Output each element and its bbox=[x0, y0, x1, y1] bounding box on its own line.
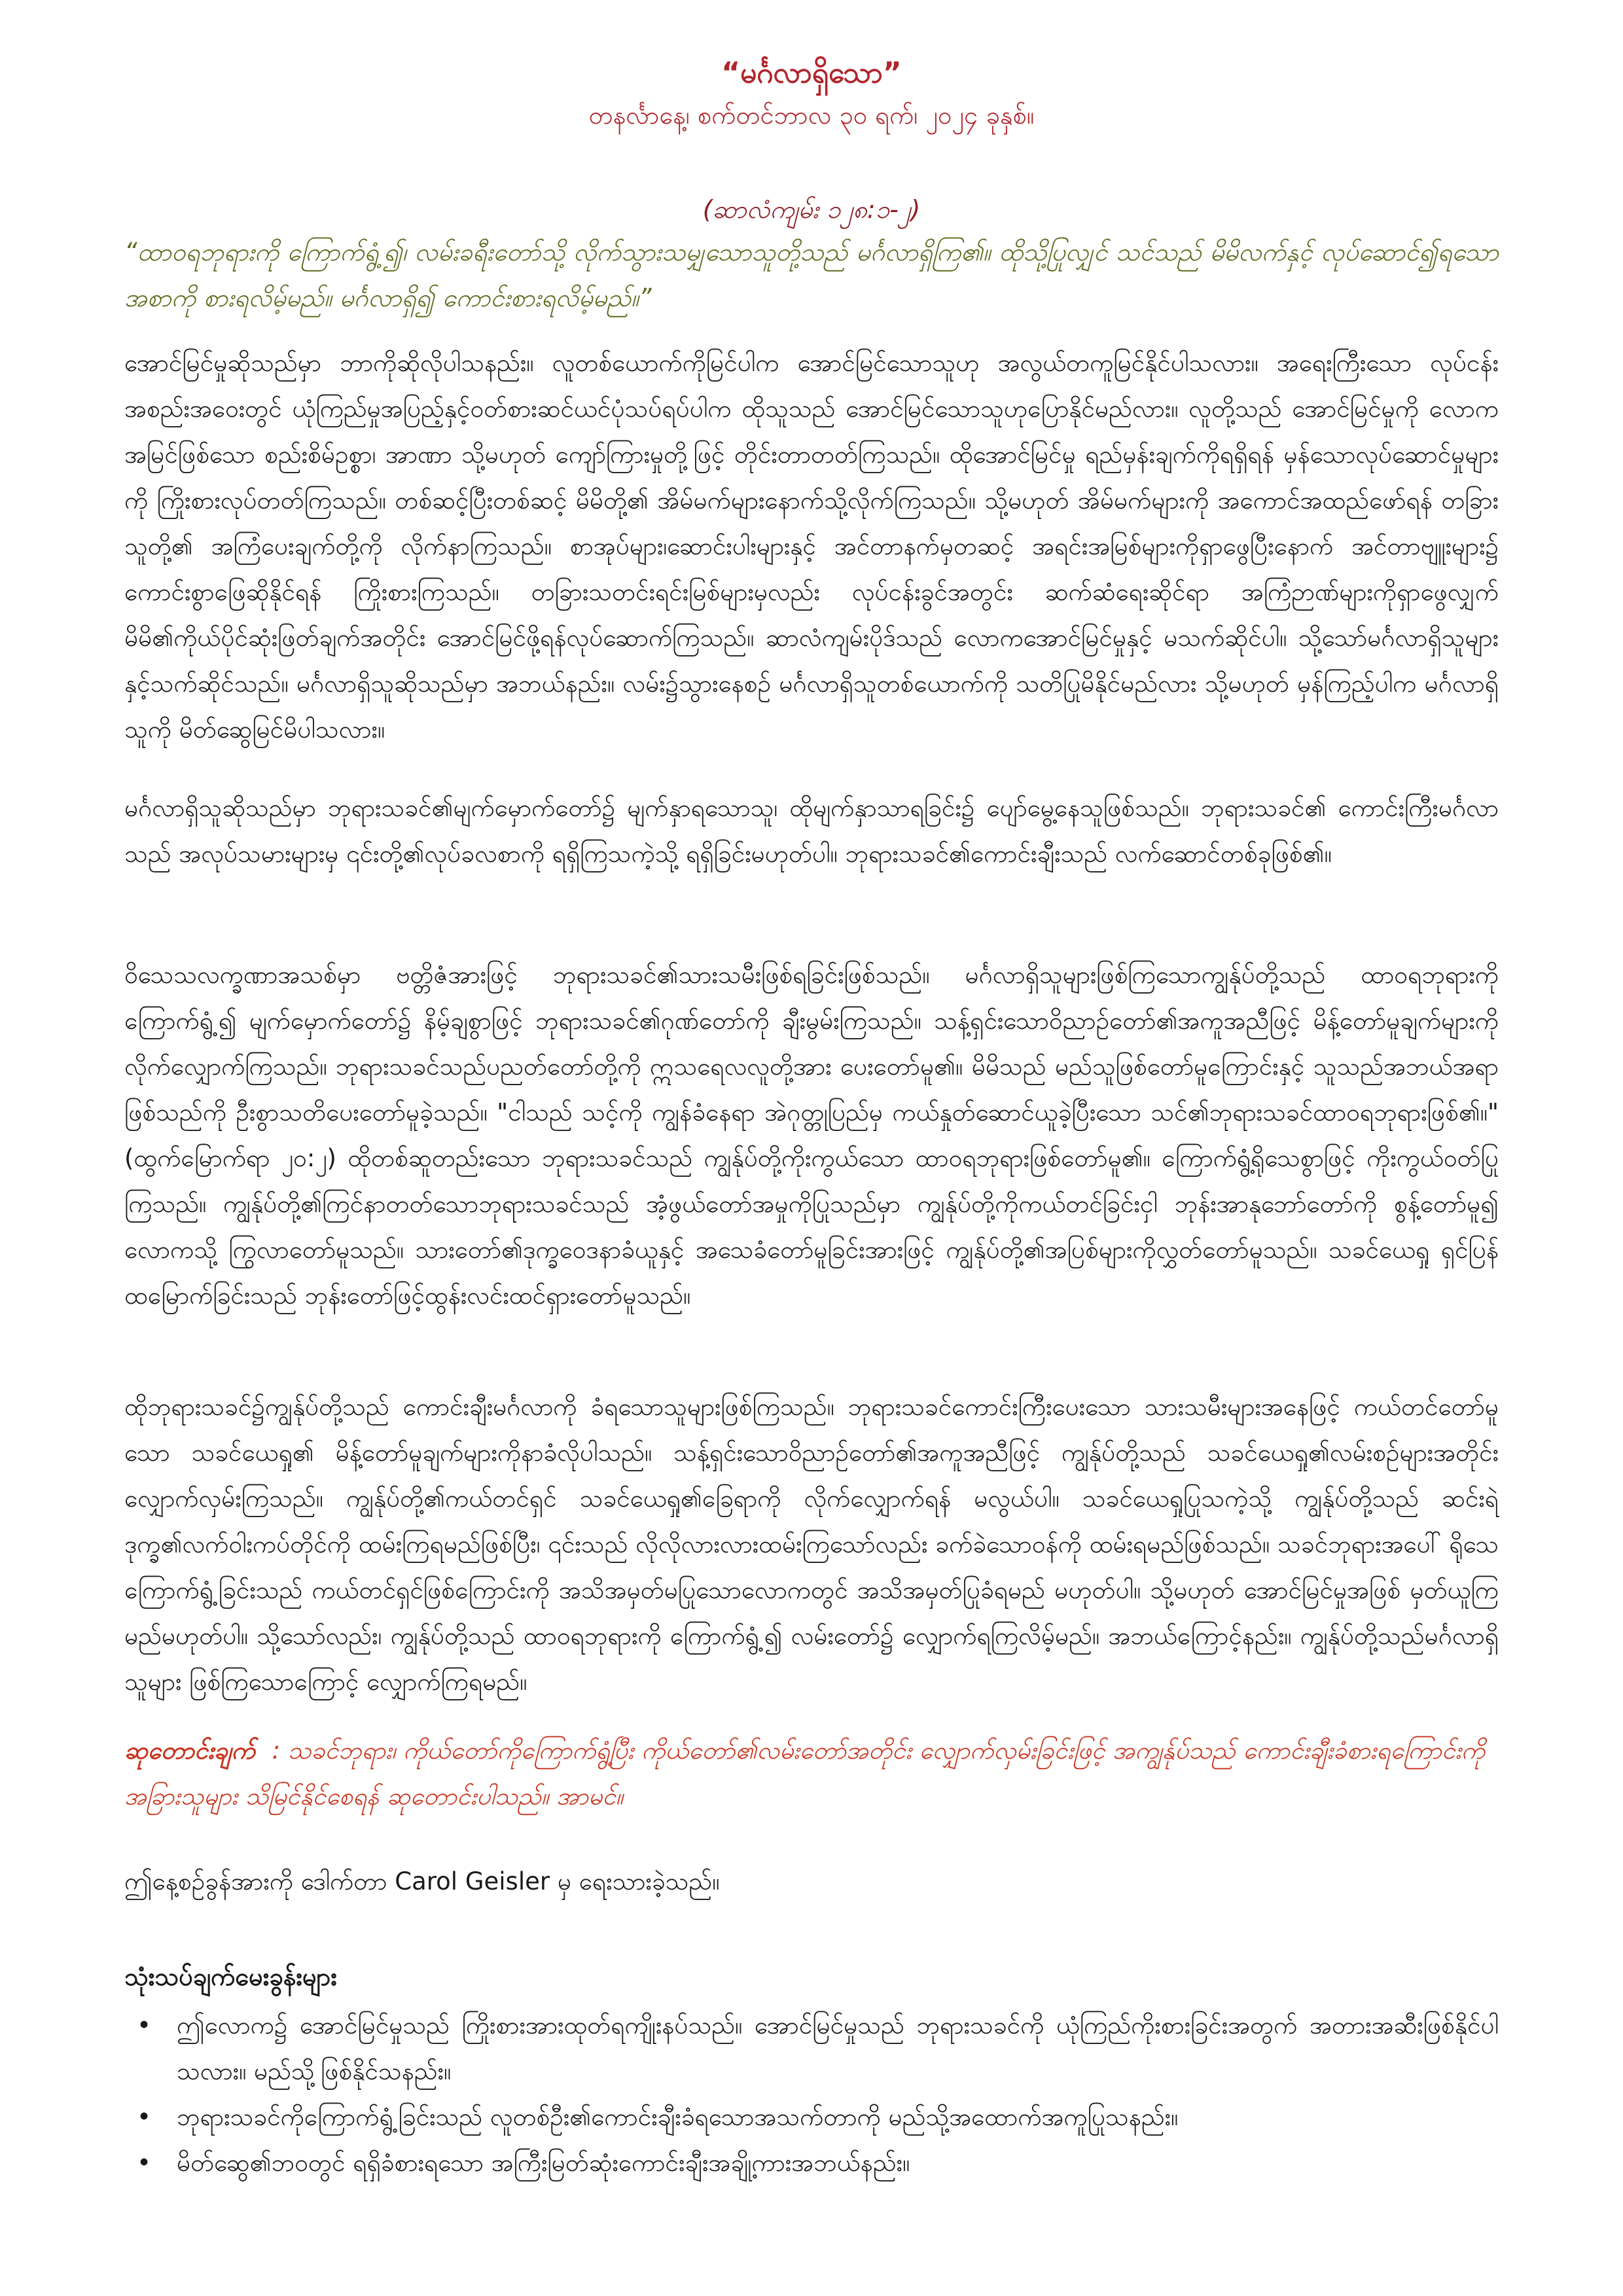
body-paragraph-3: ဝိသေသလက္ခဏာအသစ်မှာ ဗတ္တိဇံအားဖြင့် ဘုရားသခင်၏သားသမီးဖြစ်ရခြင်းဖြစ်သည်။ မင်္ဂလာရှိသူများဖြစ်ကြသောကျွန်ုပ်တို့သည် ထာဝရဘုရားကို ကြောက်ရွံ့၍ မျက်မှောက်တော်၌ နိမ့်ချစွာဖြင့် ဘုရားသခင်၏ဂုဏ်တော်ကို ချီးမွမ်းကြသည်။ သန့်ရှင်းသောဝိညာဉ်တော်၏အကူအညီဖြင့် မိန့်တော်မူချက်များကို လိုက်လျှောက်ကြသည်။ ဘုရားသခင်သည်ပညတ်တော်တို့ကို ဣသရေလလူတို့အား ပေးတော်မူ၏။ မိမိသည် မည်သူဖြစ်တော်မူကြောင်းနှင့် သူသည်အဘယ်အရာဖြစ်သည်ကို ဦးစွာသတိပေးတော်မူခဲ့သည်။ "ငါသည် သင့်ကို ကျွန်ခံနေရာ အဲဂုတ္တုပြည်မှ ကယ်နှုတ်ဆောင်ယူခဲ့ပြီးသော သင်၏ဘုရားသခင်ထာဝရဘုရားဖြစ်၏။" (ထွက်မြောက်ရာ ၂၀:၂) ထိုတစ်ဆူတည်းသော ဘုရားသခင်သည် ကျွန်ုပ်တို့ကိုးကွယ်သော ထာဝရဘုရားဖြစ်တော်မူ၏။ ကြောက်ရွံ့ရိုသေစွာဖြင့် ကိုးကွယ်ဝတ်ပြုကြသည်။ ကျွန်ုပ်တို့၏ကြင်နာတတ်သောဘုရားသခင်သည် အံ့ဖွယ်တော်အမှုကိုပြုသည်မှာ ကျွန်ုပ်တို့ကိုကယ်တင်ခြင်းငှါ ဘုန်းအာနုဘော်တော်ကို စွန့်တော်မူ၍ လောကသို့ ကြွလာတော်မူသည်။ သားတော်၏ဒုက္ခဝေဒနာခံယူနှင့် အသေခံတော်မူခြင်းအားဖြင့် ကျွန်ုပ်တို့၏အပြစ်များကိုလွှတ်တော်မူသည်။ သခင်ယေရှု ရှင်ပြန်ထမြောက်ခြင်းသည် ဘုန်းတော်ဖြင့်ထွန်းလင်းထင်ရှားတော်မူသည်။ bbox=[124, 961, 1499, 1310]
question-text: မိတ်ဆွေ၏ဘဝတွင် ရရှိခံစားရသော အကြီးမြတ်ဆုံးကောင်းချီးအချို့ကားအဘယ်နည်း။ bbox=[177, 2149, 910, 2177]
bullet-icon: • bbox=[137, 2149, 151, 2177]
body-paragraph-4: ထိုဘုရားသခင်၌ကျွန်ုပ်တို့သည် ကောင်းချီးမင်္ဂလာကို ခံရသောသူများဖြစ်ကြသည်။ ဘုရားသခင်ကောင်းကြီးပေးသော သားသမီးများအနေဖြင့် ကယ်တင်တော်မူသော သခင်ယေရှု၏ မိန့်တော်မူချက်များကိုနာခံလိုပါသည်။ သန့်ရှင်းသောဝိညာဉ်တော်၏အကူအညီဖြင့် ကျွန်ုပ်တို့သည် သခင်ယေရှု၏လမ်းစဉ်များအတိုင်း လျှောက်လှမ်းကြသည်။ ကျွန်ုပ်တို့၏ကယ်တင်ရှင် သခင်ယေရှု၏ခြေရာကို လိုက်လျှောက်ရန် မလွယ်ပါ။ သခင်ယေရှုပြုသကဲ့သို့ ကျွန်ုပ်တို့သည် ဆင်းရဲဒုက္ခ၏လက်ဝါးကပ်တိုင်ကို ထမ်းကြရမည်ဖြစ်ပြီး၊ ၎င်းသည် လိုလိုလားလားထမ်းကြသော်လည်း ခက်ခဲသောဝန်ကို ထမ်းရမည်ဖြစ်သည်။ သခင်ဘုရားအပေါ် ရိုသေကြောက်ရွံ့ခြင်းသည် ကယ်တင်ရှင်ဖြစ်ကြောင်းကို အသိအမှတ်မပြုသောလောကတွင် အသိအမှတ်ပြုခံရမည် မဟုတ်ပါ။ သို့မဟုတ် အောင်မြင်မှုအဖြစ် မှတ်ယူကြမည်မဟုတ်ပါ။ သို့သော်လည်း၊ ကျွန်ုပ်တို့သည် ထာဝရဘုရားကို ကြောက်ရွံ့၍ လမ်းတော်၌ လျှောက်ရကြလိမ့်မည်။ အဘယ်ကြောင့်နည်း။ ကျွန်ုပ်တို့သည်မင်္ဂလာရှိသူများ ဖြစ်ကြသောကြောင့် လျှောက်ကြရမည်။ bbox=[124, 1393, 1499, 1696]
question-item bbox=[124, 2094, 1499, 2140]
question-text: ဤလောက၌ အောင်မြင်မှုသည် ကြိုးစားအားထုတ်ရကျိုးနပ်သည်။ အောင်မြင်မှုသည် ဘုရားသခင်ကို ယုံကြည်ကိုးစားခြင်းအတွက် အတားအဆီးဖြစ်နိုင်ပါသလား။ မည်သို့ဖြစ်နိုင်သနည်း။ bbox=[177, 2011, 1499, 2085]
author-credit: ဤနေ့စဉ်ခွန်အားကို ဒေါက်တာ Carol Geisler မှ ရေးသားခဲ့သည်။ bbox=[124, 1867, 720, 1895]
body-paragraph-2: မင်္ဂလာရှိသူဆိုသည်မှာ ဘုရားသခင်၏မျက်မှောက်တော်၌ မျက်နှာရသောသူ၊ ထိုမျက်နှာသာရခြင်း၌ ပျော်မွေ့နေသူဖြစ်သည်။ ဘုရားသခင်၏ ကောင်းကြီးမင်္ဂလာသည် အလုပ်သမားများမှ ၎င်းတို့၏လုပ်ခလစာကို ရရှိကြသကဲ့သို့ ရရှိခြင်းမဟုတ်ပါ။ ဘုရားသခင်၏ကောင်းချီးသည် လက်ဆောင်တစ်ခုဖြစ်၏။ bbox=[124, 794, 1499, 868]
scripture-reference: (ဆာလံကျမ်း ၁၂၈:၁-၂) bbox=[702, 195, 921, 224]
prayer-block bbox=[124, 1728, 1499, 1820]
question-text: ဘုရားသခင်ကိုကြောက်ရွံ့ခြင်းသည် လူတစ်ဦး၏ကောင်းချီးခံရသောအသက်တာကို မည်သို့အထောက်အကူပြုသနည်း။ bbox=[177, 2103, 1179, 2131]
bullet-icon: • bbox=[137, 2011, 151, 2039]
page-title: “မင်္ဂလာရှိသော” bbox=[721, 56, 902, 90]
bullet-icon: • bbox=[137, 2103, 151, 2131]
question-item bbox=[124, 2003, 1499, 2094]
scripture-verse: “ထာဝရဘုရားကို ကြောက်ရွံ့၍၊ လမ်းခရီးတော်သို့ လိုက်သွားသမျှသောသူတို့သည် မင်္ဂလာရှိကြ၏။ ထိုသို့ပြုလျှင် သင်သည် မိမိလက်နှင့် လုပ်ဆောင်၍ရသောအစာကို စားရလိမ့်မည်။ မင်္ဂလာရှိ၍ ကောင်းစားရလိမ့်မည်။” bbox=[124, 238, 1499, 312]
date-line: တနင်္လာနေ့၊ စက်တင်ဘာလ ၃၀ ရက်၊ ၂၀၂၄ ခုနှစ်။ bbox=[588, 101, 1035, 130]
questions-heading: သုံးသပ်ချက်မေးခွန်းများ bbox=[124, 1962, 338, 1991]
prayer-text: : သခင်ဘုရား၊ ကိုယ်တော်ကိုကြောက်ရွံ့ပြီး ကိုယ်တော်၏လမ်းတော်အတိုင်း လျှောက်လှမ်းခြင်းဖြင့် အကျွန်ုပ်သည် ကောင်းချီးခံစားရကြောင်းကို အခြားသူများ သိမြင်နိုင်စေရန် ဆုတောင်းပါသည်။ အာမင်။ bbox=[124, 1736, 1486, 1810]
question-item bbox=[124, 2140, 1499, 2186]
questions-list bbox=[124, 2003, 1499, 2186]
body-paragraph-1: အောင်မြင်မှုဆိုသည်မှာ ဘာကိုဆိုလိုပါသနည်း။ လူတစ်ယောက်ကိုမြင်ပါက အောင်မြင်သောသူဟု အလွယ်တကူမြင်နိုင်ပါသလား။ အရေးကြီးသော လုပ်ငန်းအစည်းအဝေးတွင် ယုံကြည်မှုအပြည့်နှင့်ဝတ်စားဆင်ယင်ပုံသပ်ရပ်ပါက ထိုသူသည် အောင်မြင်သောသူဟုပြောနိုင်မည်လား။ လူတို့သည် အောင်မြင်မှုကို လောကအမြင်ဖြစ်သော စည်းစိမ်ဥစ္စာ၊ အာဏာ သို့မဟုတ် ကျော်ကြားမှုတို့ဖြင့် တိုင်းတာတတ်ကြသည်။ ထိုအောင်မြင်မှု ရည်မှန်းချက်ကိုရရှိရန် မှန်သောလုပ်ဆောင်မှုများကို ကြိုးစားလုပ်တတ်ကြသည်။ တစ်ဆင့်ပြီးတစ်ဆင့် မိမိတို့၏ အိမ်မက်များနောက်သို့လိုက်ကြသည်။ သို့မဟုတ် အိမ်မက်များကို အကောင်အထည်ဖော်ရန် တခြားသူတို့၏ အကြံပေးချက်တို့ကို လိုက်နာကြသည်။ စာအုပ်များ၊ဆောင်းပါးများနှင့် အင်တာနက်မှတဆင့် အရင်းအမြစ်များကိုရှာဖွေပြီးနောက် အင်တာဗျူးများ၌ ကောင်းစွာဖြေဆိုနိုင်ရန် ကြိုးစားကြသည်။ တခြားသတင်းရင်းမြစ်များမှလည်း လုပ်ငန်းခွင်အတွင်း ဆက်ဆံရေးဆိုင်ရာ အကြံဉာဏ်များကိုရှာဖွေလျှက် မိမိ၏ကိုယ်ပိုင်ဆုံးဖြတ်ချက်အတိုင်း အောင်မြင်ဖို့ရန်လုပ်ဆောက်ကြသည်။ ဆာလံကျမ်းပိုဒ်သည် လောကအောင်မြင်မှုနှင့် မသက်ဆိုင်ပါ။ သို့သော်မင်္ဂလာရှိသူများနှင့်သက်ဆိုင်သည်။ မင်္ဂလာရှိသူဆိုသည်မှာ အဘယ်နည်း။ လမ်း၌သွားနေစဉ် မင်္ဂလာရှိသူတစ်ယောက်ကို သတိပြုမိနိုင်မည်လား သို့မဟုတ် မှန်ကြည့်ပါက မင်္ဂလာရှိသူကို မိတ်ဆွေမြင်မိပါသလား။ bbox=[124, 349, 1499, 744]
prayer-label: ဆုတောင်းချက် bbox=[124, 1736, 255, 1765]
